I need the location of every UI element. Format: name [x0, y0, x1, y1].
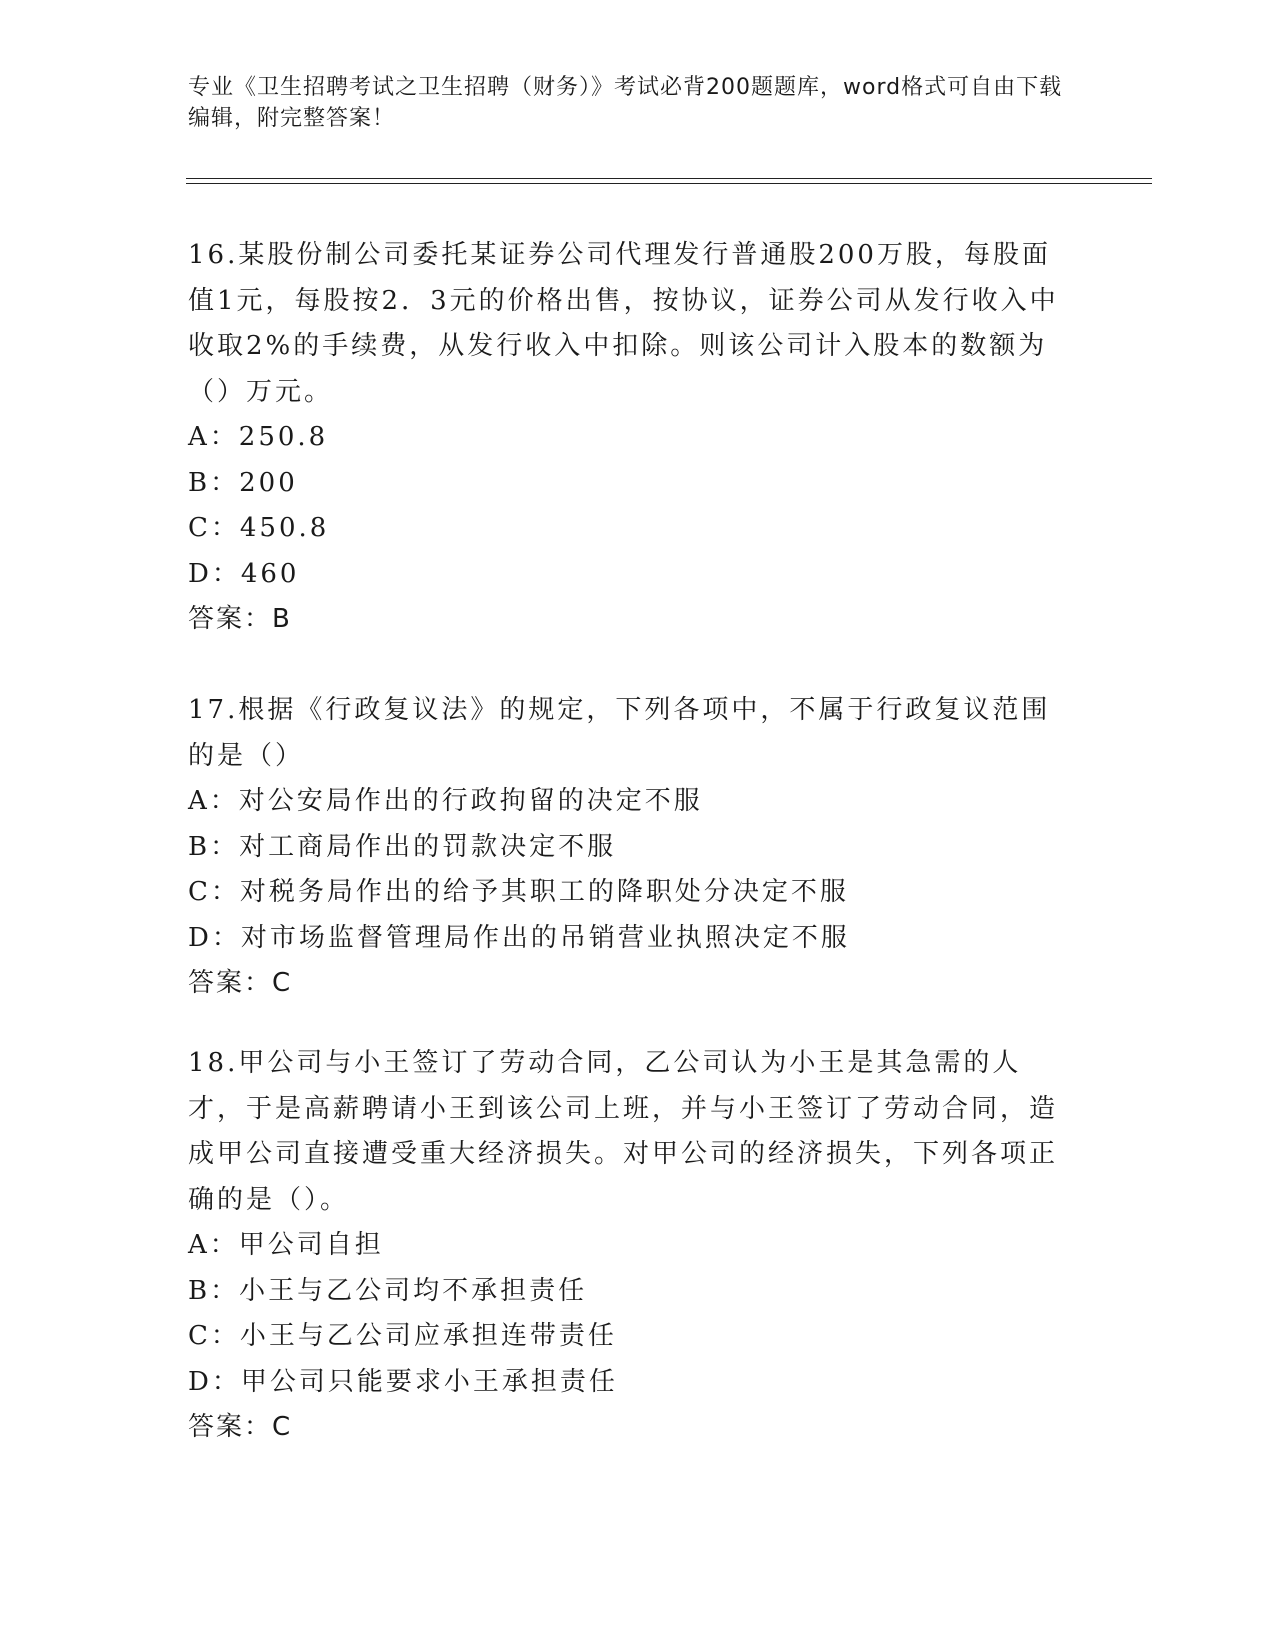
option-d: D：甲公司只能要求小王承担责任: [188, 1366, 618, 1397]
option-b: B：200: [188, 467, 298, 498]
question-stem: 18.甲公司与小王签订了劳动合同，乙公司认为小王是其急需的人才，于是高薪聘请小王到该公司上班，并与小王签订了劳动合同，造成甲公司直接遭受重大经济损失。对甲公司的经济损失，下列各项正确的是（）。: [188, 1048, 1059, 1215]
option-a: A：甲公司自担: [188, 1230, 384, 1260]
question-16: [188, 233, 1078, 643]
option-b: B：小王与乙公司均不承担责任: [188, 1275, 588, 1306]
option-a: A：250.8: [188, 422, 329, 452]
option-d: D：460: [188, 558, 300, 589]
question-18: [188, 1041, 1078, 1451]
option-c: C：450.8: [188, 513, 330, 543]
question-stem: 16.某股份制公司委托某证券公司代理发行普通股200万股，每股面值1元，每股按2．3元的价格出售，按协议，证券公司从发行收入中收取2%的手续费，从发行收入中扣除。则该公司计入股本的数额为（）万元。: [188, 240, 1059, 407]
document-header: 专业《卫生招聘考试之卫生招聘（财务）》考试必背200题题库，word格式可自由下载编辑，附完整答案！: [188, 75, 1063, 131]
option-b: B：对工商局作出的罚款决定不服: [188, 831, 617, 862]
option-d: D：对市场监督管理局作出的吊销营业执照决定不服: [188, 922, 850, 953]
header-divider-bottom: [186, 183, 1152, 184]
answer-line: 答案：B: [188, 604, 292, 634]
option-c: C：对税务局作出的给予其职工的降职处分决定不服: [188, 877, 849, 907]
question-17: [188, 688, 1078, 1007]
question-stem: 17.根据《行政复议法》的规定，下列各项中，不属于行政复议范围的是（）: [188, 695, 1051, 771]
option-a: A：对公安局作出的行政拘留的决定不服: [188, 786, 703, 816]
option-c: C：小王与乙公司应承担连带责任: [188, 1321, 617, 1351]
answer-line: 答案：C: [188, 968, 293, 998]
answer-line: 答案：C: [188, 1412, 293, 1442]
header-divider-top: [186, 178, 1152, 179]
